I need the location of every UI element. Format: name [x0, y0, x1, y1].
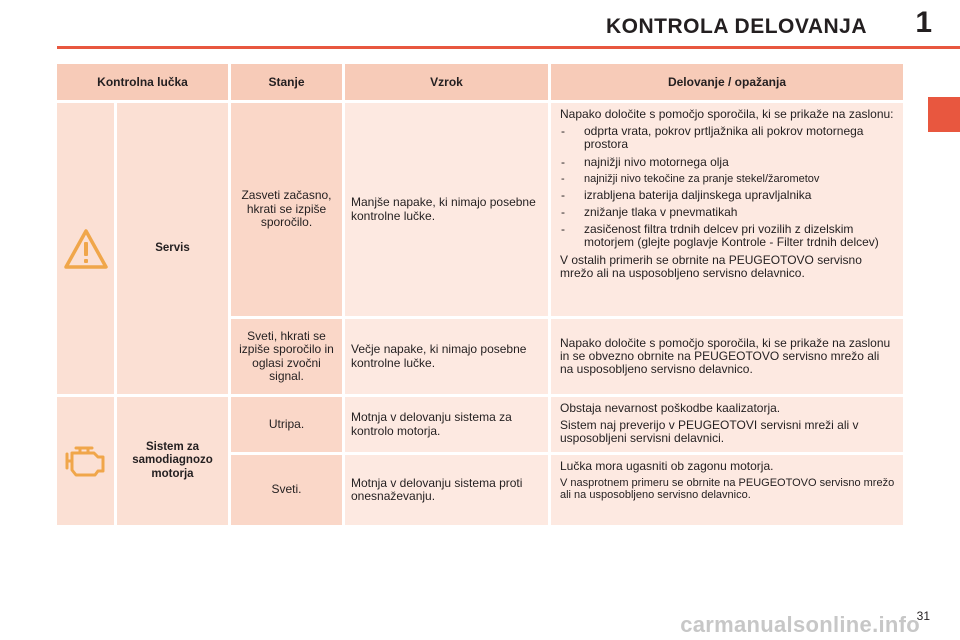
action-intro: Napako določite s pomočjo sporočila, ki se prikaže na zaslonu: [560, 107, 894, 121]
list-item: - zasičenost filtra trdnih delcev pri vozilih z dizelskim motorjem (glejte poglavje Kontrole - Filter trdnih delcev) [560, 223, 895, 249]
table-group-service [57, 100, 903, 394]
action-cell [551, 455, 903, 525]
table-group-engine-diagnosis [57, 394, 903, 525]
state-cell: Sveti. [231, 455, 345, 525]
action-cell [551, 319, 903, 394]
column-header-lamp: Kontrolna lučka [57, 64, 231, 100]
list-item: - izrabljena baterija daljinskega upravljalnika [560, 189, 895, 202]
cause-cell: Motnja v delovanju sistema za kontrolo motorja. [345, 397, 551, 452]
chapter-number: 1 [915, 6, 932, 39]
page-title: KONTROLA DELOVANJA [606, 15, 867, 38]
chapter-tab [928, 97, 960, 132]
state-cell: Zasveti začasno, hkrati se izpiše sporočilo. [231, 103, 345, 316]
column-header-cause: Vzrok [345, 64, 551, 100]
warning-triangle-icon [63, 228, 109, 270]
engine-icon [64, 444, 108, 478]
action-text: Sistem naj preverijo v PEUGEOTOVI servisni mreži ali v usposobljeni servisni delavnici. [560, 418, 859, 446]
table-header-row [57, 64, 903, 100]
page-number: 31 [916, 609, 930, 623]
action-text: V nasprotnem primeru se obrnite na PEUGEOTOVO servisno mrežo ali na usposobljeno servisno delavnico. [560, 477, 895, 502]
warning-lamp-table [57, 64, 903, 525]
service-rows [231, 103, 903, 394]
engine-lamp-name: Sistem za samodiagnozo motorja [117, 397, 231, 525]
engine-lamp-cell [57, 397, 117, 525]
cause-cell: Motnja v delovanju sistema proti onesnaževanju. [345, 455, 551, 525]
engine-rows [231, 397, 903, 525]
column-header-action: Delovanje / opažanja [551, 64, 903, 100]
action-cell [551, 103, 903, 316]
action-text: Obstaja nevarnost poškodbe kaalizatorja. [560, 401, 781, 415]
column-header-state: Stanje [231, 64, 345, 100]
state-cell: Sveti, hkrati se izpiše sporočilo in oglasi zvočni signal. [231, 319, 345, 394]
header-rule [57, 46, 960, 49]
list-item: - najnižji nivo tekočine za pranje stekel/žarometov [560, 173, 895, 185]
list-item: - odprta vrata, pokrov prtljažnika ali pokrov motornega prostora [560, 125, 895, 151]
table-row [231, 103, 903, 316]
watermark: carmanualsonline.info [680, 612, 920, 637]
state-cell: Utripa. [231, 397, 345, 452]
action-outro: V ostalih primerih se obrnite na PEUGEOTOVO servisno mrežo ali na usposobljeno servisno delavnico. [560, 252, 862, 280]
table-row [231, 397, 903, 452]
table-row [231, 452, 903, 525]
cause-cell: Manjše napake, ki nimajo posebne kontrolne lučke. [345, 103, 551, 316]
action-text: Lučka mora ugasniti ob zagonu motorja. [560, 459, 774, 473]
action-text: Napako določite s pomočjo sporočila, ki se prikaže na zaslonu in se obvezno obrnite na PEUGEOTOVO servisno mrežo ali na usposobljeno servisno delavnico. [560, 335, 891, 377]
list-item: - znižanje tlaka v pnevmatikah [560, 206, 895, 219]
cause-cell: Večje napake, ki nimajo posebne kontrolne lučke. [345, 319, 551, 394]
service-lamp-cell [57, 103, 117, 394]
service-lamp-name: Servis [117, 103, 231, 394]
list-item: - najnižji nivo motornega olja [560, 156, 895, 169]
table-row [231, 316, 903, 394]
action-cell [551, 397, 903, 452]
action-list [560, 125, 895, 249]
page-header [0, 0, 960, 50]
